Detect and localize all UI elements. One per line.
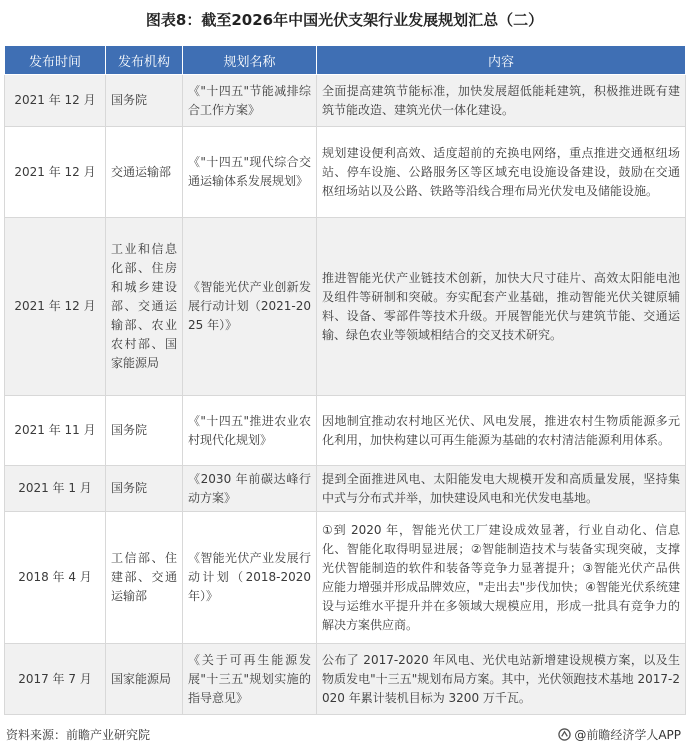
cell-content: 公布了 2017-2020 年风电、光伏电站新增建设规模方案，以及生物质发电"十三五"规划布局方案。其中，光伏领跑技术基地 2017-2020 年累计装机目标为 3200 万千瓦。 <box>317 644 686 715</box>
header-content: 内容 <box>317 46 686 75</box>
header-org: 发布机构 <box>106 46 183 75</box>
table-row <box>5 127 686 218</box>
cell-content: 规划建设便利高效、适度超前的充换电网络，重点推进交通枢纽场站、停车设施、公路服务区等区域充电设施设备建设，鼓励在交通枢纽场站以及公路、铁路等沿线合理布局光伏发电及储能设施。 <box>317 127 686 218</box>
footer <box>0 726 689 746</box>
cell-org: 交通运输部 <box>106 127 183 218</box>
cell-date: 2021 年 12 月 <box>5 127 106 218</box>
header-date: 发布时间 <box>5 46 106 75</box>
table-row <box>5 75 686 127</box>
brand-text: @前瞻经济学人APP <box>574 728 681 742</box>
cell-date: 2018 年 4 月 <box>5 512 106 644</box>
cell-date: 2017 年 7 月 <box>5 644 106 715</box>
brand-credit <box>558 726 681 743</box>
cell-content: ①到 2020 年，智能光伏工厂建设成效显著，行业自动化、信息化、智能化取得明显进展；②智能制造技术与装备实现突破，支撑光伏智能制造的软件和装备等竞争力显著提升；③智能光伏产品供应能力增强并形成品牌效应，"走出去"步伐加快；④智能光伏系统建设与运维水平提升并在多领域大规模应用，形成一批具有竞争力的解决方案供应商。 <box>317 512 686 644</box>
cell-org: 工业和信息化部、住房和城乡建设部、交通运输部、农业农村部、国家能源局 <box>106 218 183 396</box>
table-row <box>5 218 686 396</box>
cell-plan: 《"十四五"现代综合交通运输体系发展规划》 <box>183 127 317 218</box>
cell-content: 推进智能光伏产业链技术创新，加快大尺寸硅片、高效太阳能电池及组件等研制和突破。夯实配套产业基础，推动智能光伏关键原辅料、设备、零部件等技术升级。开展智能光伏与建筑节能、交通运输、绿色农业等领域相结合的交叉技术研究。 <box>317 218 686 396</box>
policy-table <box>4 45 686 715</box>
qianzhan-logo-icon <box>558 728 571 741</box>
page-title: 图表8：截至2026年中国光伏支架行业发展规划汇总（二） <box>145 11 544 29</box>
cell-org: 国家能源局 <box>106 644 183 715</box>
cell-plan: 《智能光伏产业创新发展行动计划（2021-2025 年）》 <box>183 218 317 396</box>
table-row <box>5 396 686 466</box>
source-note: 资料来源：前瞻产业研究院 <box>6 728 151 742</box>
cell-date: 2021 年 12 月 <box>5 75 106 127</box>
cell-plan: 《智能光伏产业发展行动计划（2018-2020 年）》 <box>183 512 317 644</box>
header-plan: 规划名称 <box>183 46 317 75</box>
cell-org: 国务院 <box>106 466 183 512</box>
cell-content: 全面提高建筑节能标准，加快发展超低能耗建筑，积极推进既有建筑节能改造、建筑光伏一体化建设。 <box>317 75 686 127</box>
cell-org: 国务院 <box>106 75 183 127</box>
cell-org: 国务院 <box>106 396 183 466</box>
cell-date: 2021 年 11 月 <box>5 396 106 466</box>
cell-plan: 《"十四五"推进农业农村现代化规划》 <box>183 396 317 466</box>
table-row <box>5 512 686 644</box>
table-header-row <box>5 46 686 75</box>
table-row <box>5 644 686 715</box>
cell-content: 提到全面推进风电、太阳能发电大规模开发和高质量发展，坚持集中式与分布式并举，加快建设风电和光伏发电基地。 <box>317 466 686 512</box>
cell-content: 因地制宜推动农村地区光伏、风电发展，推进农村生物质能源多元化利用，加快构建以可再生能源为基础的农村清洁能源利用体系。 <box>317 396 686 466</box>
cell-plan: 《"十四五"节能减排综合工作方案》 <box>183 75 317 127</box>
cell-plan: 《关于可再生能源发展"十三五"规划实施的指导意见》 <box>183 644 317 715</box>
table-row <box>5 466 686 512</box>
cell-date: 2021 年 12 月 <box>5 218 106 396</box>
cell-plan: 《2030 年前碳达峰行动方案》 <box>183 466 317 512</box>
cell-org: 工信部、住建部、交通运输部 <box>106 512 183 644</box>
cell-date: 2021 年 1 月 <box>5 466 106 512</box>
